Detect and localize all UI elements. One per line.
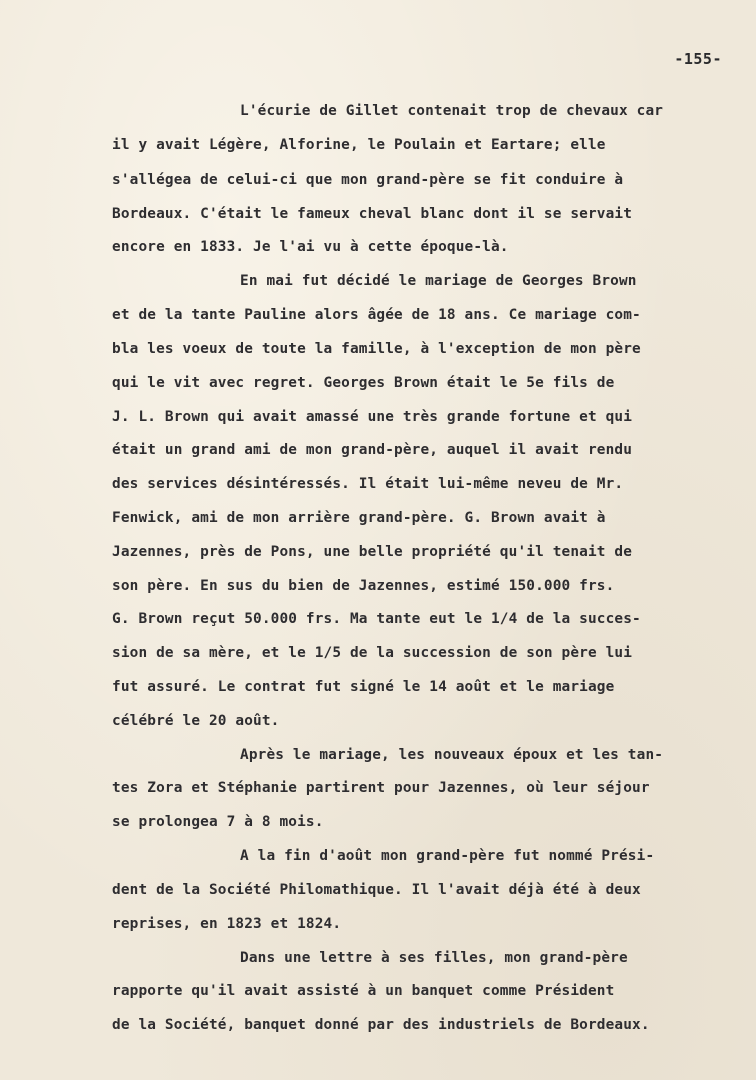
text-line: En mai fut décidé le mariage de Georges Brown bbox=[240, 273, 637, 289]
text-line: L'écurie de Gillet contenait trop de chevaux car bbox=[240, 103, 664, 119]
text-line: Jazennes, près de Pons, une belle propriété qu'il tenait de bbox=[112, 544, 633, 560]
text-line: bla les voeux de toute la famille, à l'exception de mon père bbox=[112, 341, 641, 357]
text-line: fut assuré. Le contrat fut signé le 14 août et le mariage bbox=[112, 679, 615, 695]
text-line: A la fin d'août mon grand-père fut nommé Prési- bbox=[240, 848, 655, 864]
text-line: qui le vit avec regret. Georges Brown était le 5e fils de bbox=[112, 375, 615, 391]
text-line: célébré le 20 août. bbox=[112, 713, 280, 729]
text-line: des services désintéressés. Il était lui-même neveu de Mr. bbox=[112, 476, 624, 492]
text-line: était un grand ami de mon grand-père, auquel il avait rendu bbox=[112, 442, 633, 458]
page-number: -155- bbox=[674, 50, 722, 68]
text-line: sion de sa mère, et le 1/5 de la succession de son père lui bbox=[112, 645, 633, 661]
text-line: son père. En sus du bien de Jazennes, estimé 150.000 frs. bbox=[112, 578, 615, 594]
text-line: dent de la Société Philomathique. Il l'avait déjà été à deux bbox=[112, 882, 641, 898]
text-line: il y avait Légère, Alforine, le Poulain et Eartare; elle bbox=[112, 137, 606, 153]
text-line: Fenwick, ami de mon arrière grand-père. G. Brown avait à bbox=[112, 510, 606, 526]
text-line: J. L. Brown qui avait amassé une très grande fortune et qui bbox=[112, 409, 633, 425]
text-line: reprises, en 1823 et 1824. bbox=[112, 916, 342, 932]
text-line: s'allégea de celui-ci que mon grand-père se fit conduire à bbox=[112, 172, 624, 188]
text-line: rapporte qu'il avait assisté à un banquet comme Président bbox=[112, 983, 615, 999]
text-line: G. Brown reçut 50.000 frs. Ma tante eut le 1/4 de la succes- bbox=[112, 611, 641, 627]
text-line: Bordeaux. C'était le fameux cheval blanc dont il se servait bbox=[112, 206, 633, 222]
text-line: se prolongea 7 à 8 mois. bbox=[112, 814, 324, 830]
text-line: encore en 1833. Je l'ai vu à cette époque-là. bbox=[112, 239, 509, 255]
text-line: Après le mariage, les nouveaux époux et les tan- bbox=[240, 747, 664, 763]
text-line: et de la tante Pauline alors âgée de 18 ans. Ce mariage com- bbox=[112, 307, 641, 323]
text-line: Dans une lettre à ses filles, mon grand-père bbox=[240, 950, 628, 966]
text-line: de la Société, banquet donné par des industriels de Bordeaux. bbox=[112, 1017, 650, 1033]
text-line: tes Zora et Stéphanie partirent pour Jazennes, où leur séjour bbox=[112, 780, 650, 796]
